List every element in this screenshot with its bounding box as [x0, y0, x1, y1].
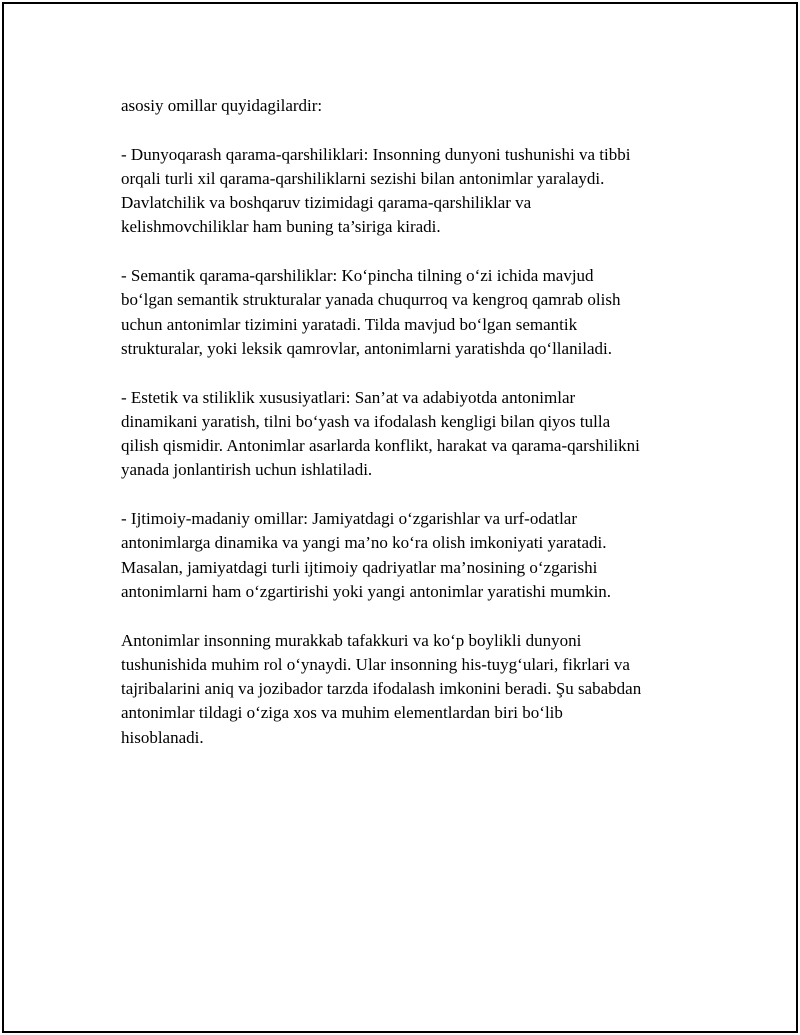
document-body [121, 94, 721, 774]
paragraph-conclusion [121, 629, 721, 750]
document-page [2, 2, 798, 1033]
paragraph-worldview [121, 143, 721, 240]
paragraph-semantic [121, 264, 721, 361]
text-line: qilish qismidir. Antonimlar asarlarda konflikt, harakat va qarama-qarshilikni [121, 436, 640, 456]
text-line: strukturalar, yoki leksik qamrovlar, antonimlarni yaratishda qo‘llaniladi. [121, 338, 613, 358]
text-line: Davlatchilik va boshqaruv tizimidagi qarama-qarshiliklar va [121, 193, 532, 213]
text-line: Antonimlar insonning murakkab tafakkuri va ko‘p boylikli dunyoni [121, 630, 582, 650]
text-line: antonimlarni ham o‘zgartirishi yoki yangi antonimlar yaratishi mumkin. [121, 581, 612, 601]
text-line: antonimlarga dinamika va yangi ma’no ko‘ra olish imkoniyati yaratadi. [121, 533, 607, 553]
text-line: - Estetik va stiliklik xususiyatlari: San’at va adabiyotda antonimlar [121, 387, 576, 407]
paragraph-aesthetic [121, 386, 721, 483]
text-line: tajribalarini aniq va jozibador tarzda ifodalash imkonini beradi. Şu sababdan [121, 679, 642, 699]
text-line: tushunishida muhim rol o‘ynaydi. Ular insonning his-tuyg‘ulari, fikrlari va [121, 654, 630, 674]
text-line: dinamikani yaratish, tilni bo‘yash va ifodalash kengligi bilan qiyos tulla [121, 411, 611, 431]
text-line: Masalan, jamiyatdagi turli ijtimoiy qadriyatlar ma’nosining o‘zgarishi [121, 557, 598, 577]
paragraph-intro [121, 94, 721, 118]
text-line: - Dunyoqarash qarama-qarshiliklari: Insonning dunyoni tushunishi va tibbi [121, 144, 631, 164]
text-line: kelishmovchiliklar ham buning ta’siriga kiradi. [121, 217, 441, 237]
text-line: asosiy omillar quyidagilardir: [121, 96, 323, 115]
text-line: hisoblanadi. [121, 727, 204, 747]
paragraph-social [121, 507, 721, 604]
text-line: bo‘lgan semantik strukturalar yanada chuqurroq va kengroq qamrab olish [121, 290, 621, 310]
text-line: yanada jonlantirish uchun ishlatiladi. [121, 460, 373, 480]
text-line: antonimlar tildagi o‘ziga xos va muhim elementlardan biri bo‘lib [121, 703, 563, 723]
text-line: orqali turli xil qarama-qarshiliklarni sezishi bilan antonimlar yaralaydi. [121, 168, 605, 188]
text-line: uchun antonimlar tizimini yaratadi. Tilda mavjud bo‘lgan semantik [121, 314, 578, 334]
text-line: - Ijtimoiy-madaniy omillar: Jamiyatdagi o‘zgarishlar va urf-odatlar [121, 509, 578, 529]
text-line: - Semantik qarama-qarshiliklar: Ko‘pincha tilning o‘zi ichida mavjud [121, 266, 594, 286]
